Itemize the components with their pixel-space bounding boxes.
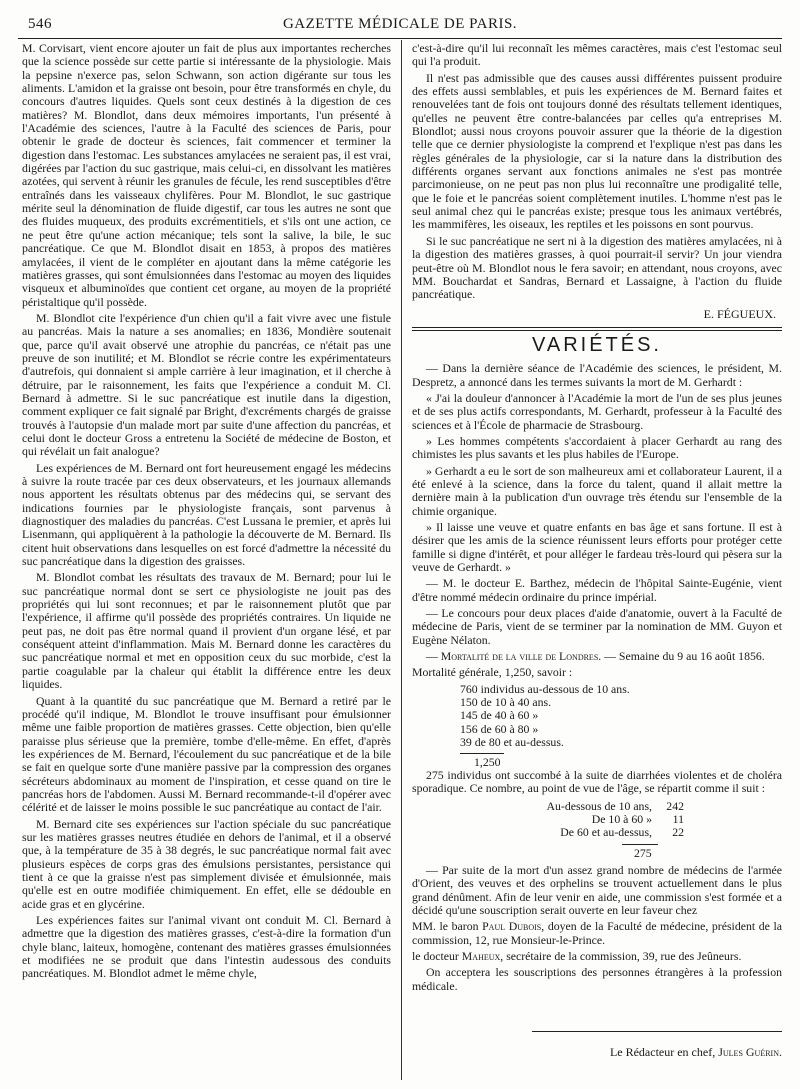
subscription-prefix: MM. le baron	[412, 919, 479, 934]
column-divider	[401, 40, 402, 1080]
editor-signature	[532, 1031, 782, 1059]
editor-prefix: Le Rédacteur en chef,	[609, 1045, 716, 1059]
paragraph: Les expériences de M. Bernard ont fort heureusement engagé les médecins à suivre la route tracée par ces deux observateurs, et les journaux allemands nous apportent les résultats obtenus par des médecins qui, se servant des indications fournies par le physiologiste français, sont parvenus à diagnostiquer des maladies du pancréas. C'est Lussana le premier, et après lui Lisenmann, qui appliquèrent à la pathologie la découverte de M. Bernard. Ils citent huit observations dans lesquelles on est forcé d'admettre la nécessité du suc pancréatique dans la digestion des graisses.	[22, 460, 391, 569]
age-label: Au-dessous de 10 ans,	[546, 798, 652, 813]
list-item: 156 de 60 à 80 »	[460, 721, 539, 736]
age-label: De 60 et au-dessus,	[560, 825, 652, 840]
mortality-general: Mortalité générale, 1,250, savoir :	[412, 665, 573, 680]
quote-paragraph: » Gerhardt a eu le sort de son malheureux ami et collaborateur Laurent, il a été enlevé à la science, dans la force du talent, quand il allait mettre la dernière main à la publication d'un ouvrage très étendu sur l'ensemble de la chimie organique.	[412, 463, 782, 518]
mortality-week: — Semaine du 9 au 16 août 1856.	[604, 649, 765, 664]
age-value: 11	[672, 811, 684, 826]
page-header	[18, 14, 782, 39]
age-breakdown	[512, 800, 782, 840]
mortality-list	[460, 683, 782, 750]
paragraph: 275 individus ont succombé à la suite de diarrhées violentes et de choléra sporadique. Ce nombre, au point de vue de l'âge, se répartit comme il suit :	[412, 767, 782, 796]
list-item: 760 individus au-dessous de 10 ans.	[460, 681, 630, 696]
page-number: 546	[28, 16, 52, 32]
list-item: 150 de 10 à 40 ans.	[460, 695, 552, 710]
age-value: 242	[666, 798, 684, 813]
section-divider	[412, 327, 782, 331]
age-row	[512, 800, 782, 813]
total-rule	[460, 753, 504, 754]
quote-paragraph: « J'ai la douleur d'annoncer à l'Académie la mort de l'un de ses plus jeunes et de ses plus actifs correspondants, M. Gerhardt, professeur à la Faculté des sciences et à l'École de pharmacie de Strasbourg.	[412, 390, 782, 432]
age-total: 275	[634, 845, 652, 860]
paragraph: M. Corvisart, vient encore ajouter un fait de plus aux importantes recherches que la science possède sur cette partie si intéressante de la physiologie. Mais la pepsine n'exerce pas, selon Schwann, son action digérante sur tous les aliments. L'amidon et la graisse ont besoin, pour être transformés en chyle, du concours d'autres liquides. Quels sont ceux destinés à la digestion de ces matières? M. Blondlot, dans deux mémoires importants, l'un présenté à l'Académie des sciences, l'autre à la Faculté des sciences de Paris, pour obtenir le grade de docteur ès sciences, fait commencer et terminer la digestion dans l'estomac. Les substances amylacées ne seraient pas, il est vrai, digérées par l'action du suc gastrique, mais celui-ci, en dissolvant les matières azotées, qui servent à réunir les granules de fécule, les rend susceptibles d'être entraînés dans les vaisseaux chylifères. Pour M. Blondlot, le suc gastrique mérite seul la dénomination de fluide digestif, car tous les autres ne sont que des fluides muqueux, des produits excrémentitiels, et s'ils ont une action, ce ne peut être qu'une action mécanique; tels sont la salive, la bile, le suc pancréatique. Ce que M. Blondlot disait en 1853, à propos des matières amylacées, il vient de le compléter en ajoutant dans la même catégorie les matières grasses, qui sont émulsionnées dans l'estomac au moyen des liquides visqueux et albuminoïdes que contient cet organe, au moyen de la propriété péristaltique qu'il possède.	[22, 41, 391, 309]
journal-title: GAZETTE MÉDICALE DE PARIS.	[282, 16, 518, 32]
paragraph: — Le concours pour deux places d'aide d'anatomie, ouvert à la Faculté de médecine de Paris, vient de se terminer par la nomination de MM. Guyon et Eugène Nélaton.	[412, 606, 782, 647]
quote-paragraph: » Il laisse une veuve et quatre enfants en bas âge et sans fortune. Il est à désirer que les amis de la science réunissent leurs efforts pour protéger cette famille si digne d'intérêt, et pour alléger le fardeau très-lourd qui pèsera sur la veuve de Gerhardt. »	[412, 520, 782, 575]
editor-name: Jules Guérin.	[718, 1045, 782, 1059]
paragraph: M. Blondlot cite l'expérience d'un chien qu'il a fait vivre avec une fistule au pancréas. Mais la nature a ses anomalies; en 1836, Mondière soutenait que, parce qu'il avait observé une atrophie du pancréas, ce n'était pas une preuve de son inutilité; et M. Blondlot se récrie contre les expérimentateurs d'autrefois, qui donnaient si ample carrière à leur imagination, et il cherche à détruire, par le raisonnement, les faits que l'expérience a conduit M. Cl. Bernard à admettre. Si le suc pancréatique est inutile dans la digestion, comment expliquer ce fait signalé par Bright, d'excréments chargés de graisse trouvés à l'autopsie d'un malade mort par suite d'une affection du pancréas, et celui dont le docteur Gross a entretenu la Société de médecine de Boston, et qui révélait un fait analogue?	[22, 310, 391, 459]
age-value: 22	[672, 825, 684, 840]
subscription-detail: , secrétaire de la commission, 39, rue des Jeûneurs.	[500, 948, 742, 963]
paragraph: M. Blondlot combat les résultats des travaux de M. Bernard; pour lui le suc pancréatique normal dont se sert ce physiologiste ne jouit pas des propriétés qui lui sont reconnues; et par le raisonnement plutôt que par l'expérience, il affirme qu'il possède des propriétés contraires. Un liquide ne peut pas, ne doit pas être normal quand il provient d'un organe lésé, et par conséquent atteint d'inflammation. Mais M. Bernard donne les caractères du suc pancréatique normal et met en opposition ceux du suc morbide, c'est la partie coagulable par la chaleur qui établit la différence entre les deux liquides.	[22, 570, 391, 692]
paragraph: — M. le docteur E. Barthez, médecin de l'hôpital Sainte-Eugénie, vient d'être nommé médecin ordinaire du prince impérial.	[412, 576, 782, 604]
mortality-total: 1,250	[474, 754, 501, 769]
paragraph: M. Bernard cite ses expériences sur l'action spéciale du suc pancréatique sur les matières grasses neutres étudiée en dehors de l'animal, et il a observé que, à la température de 35 à 38 degrés, le suc pancréatique normal fait avec plusieurs espèces de corps gras des émulsions persistantes, persistance qui tient à ce que la graisse n'est pas simplement divisée et émulsionnée, mais qu'elle est en outre modifiée chimiquement. En effet, elle se dédouble en acide gras et en glycérine.	[22, 816, 391, 911]
paragraph: Quant à la quantité du suc pancréatique que M. Bernard a retiré par le procédé qu'il indique, M. Blondlot le trouve insuffisant pour émulsionner même une faible proportion de matières grasses. Cette objection, bien qu'elle paraisse plus sérieuse que la première, tombe d'elle-même. En effet, d'après les expériences de M. Bernard, l'écoulement du suc pancréatique et de la bile se fait en quelque sorte d'une manière passive par la compression des organes sécréteurs abdominaux au moment de l'inspiration, et cesse quand on tire le pancréas hors de l'abdomen. Aussi M. Bernard recommande-t-il d'opérer avec célérité et de laisser le moins possible le suc pancréatique au contact de l'air.	[22, 693, 391, 815]
mortality-heading	[412, 650, 782, 663]
subscription-entry	[412, 950, 782, 963]
left-column	[22, 42, 391, 984]
paragraph: Il n'est pas admissible que des causes aussi différentes puissent produire des effets aussi semblables, et puis les expériences de M. Bernard faites et renouvelées tant de fois ont toujours donné des résultats tellement identiques, qu'elles ne peuvent être contre-balancées par celles qu'a entreprises M. Blondlot; aussi nous croyons pouvoir assurer que la théorie de la digestion telle que ce dernier physiologiste la comprend et l'explique n'est pas dans les règles générales de la physiologie, car si la nature dans la distribution des différents organes servant aux fonctions animales ne s'est pas montrée parcimonieuse, on ne peut pas non plus lui reconnaître une prodigalité telle, que le foie et le pancréas soient complètement inutiles. L'homme n'est pas le seul animal chez qui le pancréas existe; presque tous les animaux vertébrés, les mammifères, les oiseaux, les reptiles et les poissons en sont pourvus.	[412, 70, 782, 232]
paragraph: Si le suc pancréatique ne sert ni à la digestion des matières amylacées, ni à la digestion des matières grasses, à quoi pourrait-il servir? Un jour viendra peut-être où M. Blondlot nous le fera savoir; en attendant, nous croyons, avec MM. Bouchardat et Sandras, Bernard et Lassaigne, à l'action du fluide pancréatique.	[412, 233, 782, 302]
list-item: 145 de 40 à 60 »	[460, 708, 539, 723]
subscription-detail: , doyen de la Faculté de médecine, président de la commission, 12, rue Monsieur-le-Prince.	[412, 919, 782, 947]
section-heading: VARIÉTÉS.	[532, 333, 662, 356]
right-column	[412, 42, 782, 1059]
paragraph: — Dans la dernière séance de l'Académie des sciences, le président, M. Despretz, a annoncé dans les termes suivants la mort de M. Gerhardt :	[412, 361, 782, 389]
quote-paragraph: » Les hommes compétents s'accordaient à placer Gerhardt au rang des chimistes les plus savants et les plus habiles de l'Europe.	[412, 433, 782, 462]
list-item: 39 de 80 et au-dessus.	[460, 735, 564, 750]
age-label: De 10 à 60 »	[591, 811, 652, 826]
mortality-label: — Mortalité de la ville de Londres.	[426, 649, 602, 664]
subscription-name: Paul Dubois	[482, 919, 542, 934]
subscription-name: Maheux	[461, 948, 501, 963]
subscription-prefix: le docteur	[412, 948, 459, 963]
paragraph: On acceptera les souscriptions des personnes étrangères à la profession médicale.	[412, 965, 782, 993]
total-rule	[622, 844, 658, 845]
paragraph: c'est-à-dire qu'il lui reconnaît les mêmes caractères, mais c'est l'estomac seul qui l'a produit.	[412, 41, 782, 69]
subscription-entry	[412, 920, 782, 947]
age-row	[512, 826, 782, 839]
article-signature: E. FÉGUEUX.	[703, 306, 776, 321]
paragraph: — Par suite de la mort d'un assez grand nombre de médecins de l'armée d'Orient, des veuves et des orphelins se trouvent actuellement dans le plus grand dénûment. Afin de leur venir en aide, une commission s'est formée et a décidé qu'une souscription serait ouverte en leur faveur chez	[412, 862, 782, 917]
age-row	[512, 813, 782, 826]
paragraph: Les expériences faites sur l'animal vivant ont conduit M. Cl. Bernard à admettre que la digestion des matières grasses, c'est-à-dire la formation d'un chyle blanc, laiteux, homogène, contenant des matières grasses émulsionnées et modifiées ne se produit que dans l'intestin audessous des conduits pancréatiques. M. Blondlot admet le même chyle,	[22, 913, 391, 981]
